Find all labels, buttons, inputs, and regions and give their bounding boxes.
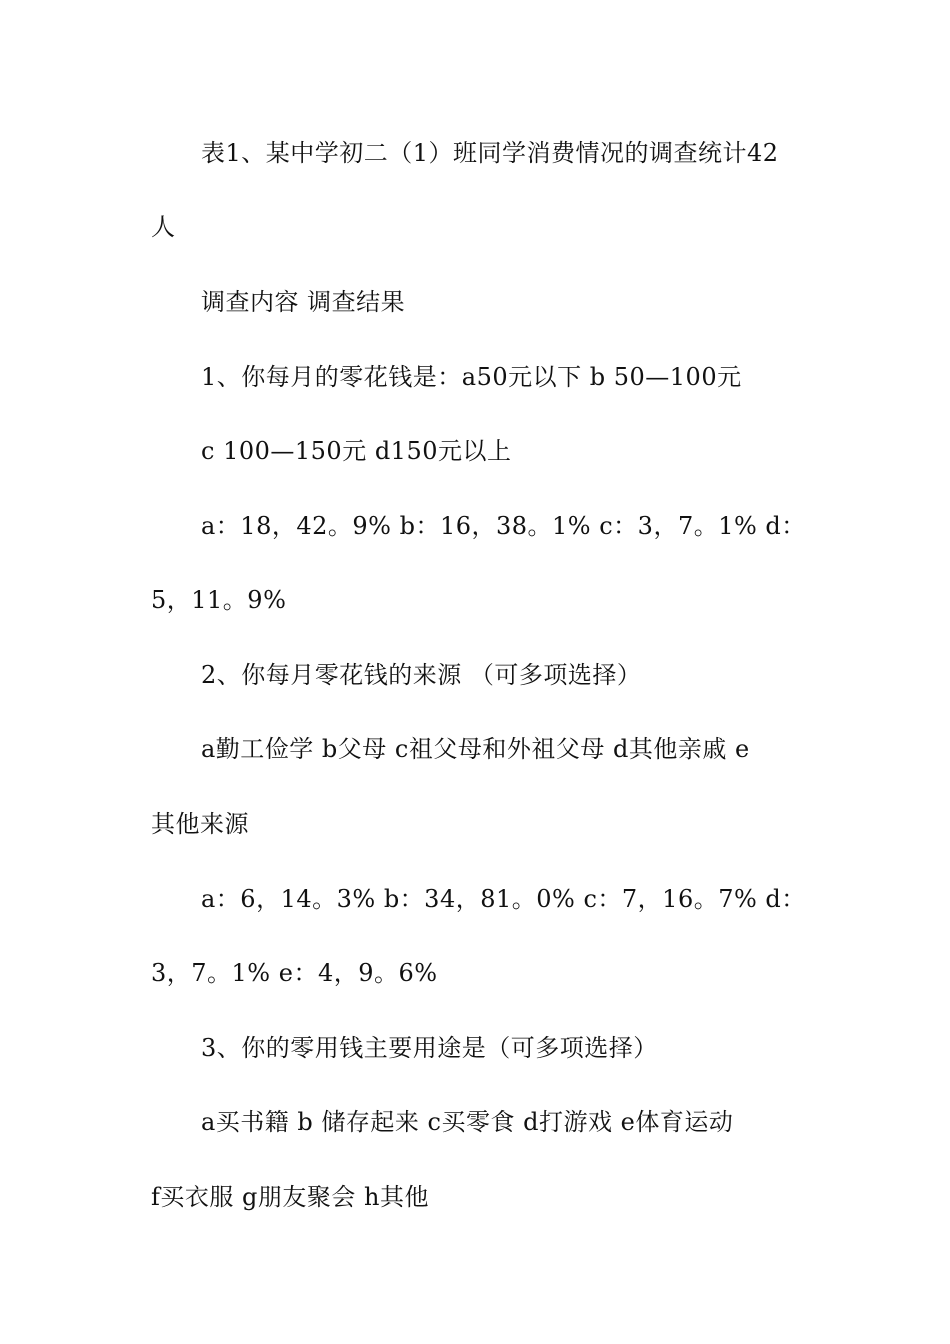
question-3: 3、你的零用钱主要用途是（可多项选择）: [201, 1034, 658, 1062]
question-3-options-cont: f买衣服 g朋友聚会 h其他: [151, 1183, 429, 1211]
survey-header: 调查内容 调查结果: [201, 288, 406, 316]
question-2-results-cont: 3，7。1% e：4，9。6%: [151, 959, 438, 987]
question-1: 1、你每月的零花钱是：a50元以下 b 50—100元: [201, 363, 742, 391]
question-2-options-cont: 其他来源: [151, 810, 249, 838]
question-1-options: c 100—150元 d150元以上: [201, 437, 512, 465]
question-2: 2、你每月零花钱的来源 （可多项选择）: [201, 661, 642, 689]
question-3-options: a买书籍 b 储存起来 c买零食 d打游戏 e体育运动: [201, 1108, 734, 1136]
question-2-results: a：6，14。3% b：34，81。0% c：7，16。7% d：: [201, 885, 806, 913]
table-caption-line-2: 人: [151, 213, 176, 241]
question-1-results-cont: 5，11。9%: [151, 586, 287, 614]
question-2-options: a勤工俭学 b父母 c祖父母和外祖父母 d其他亲戚 e: [201, 735, 750, 763]
question-1-results: a：18，42。9% b：16，38。1% c：3，7。1% d：: [201, 512, 806, 540]
table-caption-line-1: 表1、某中学初二（1）班同学消费情况的调查统计42: [201, 139, 779, 167]
